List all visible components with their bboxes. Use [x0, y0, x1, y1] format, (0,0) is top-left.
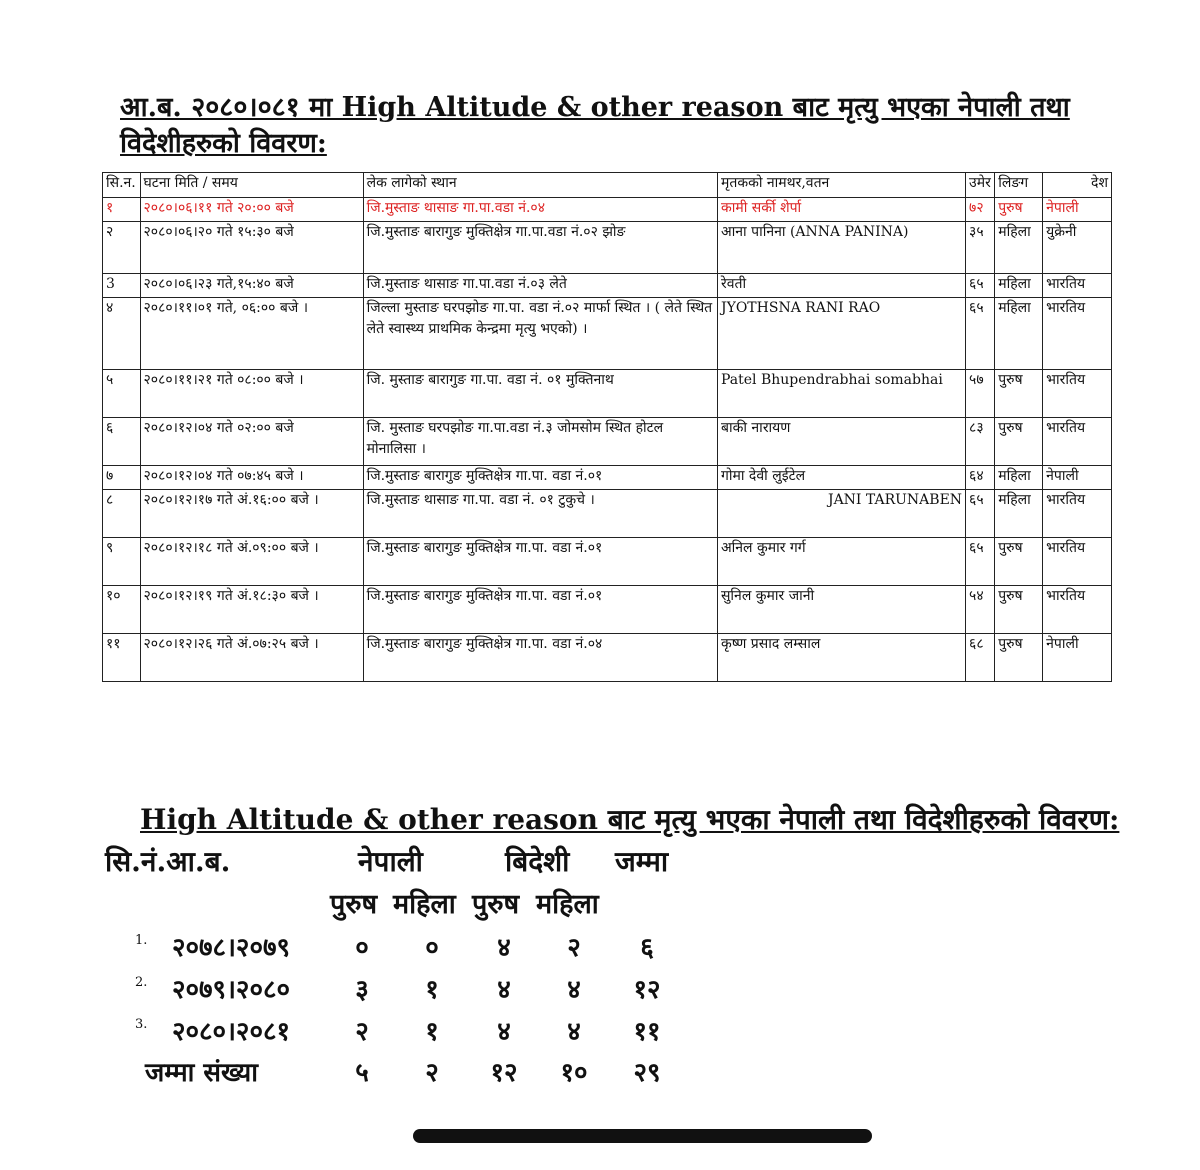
row-place: जि.मुस्ताङ बारागुङ मुक्तिक्षेत्र गा.पा. वडा नं.०१ — [363, 538, 717, 586]
summary-row-foreign-male: ४ — [497, 975, 511, 1005]
row-gender: महिला — [995, 222, 1043, 274]
row-name: सुनिल कुमार जानी — [717, 586, 965, 634]
row-age: ६४ — [966, 466, 995, 490]
row-sn: ६ — [103, 418, 141, 466]
header-datetime: घटना मिति / समय — [140, 173, 363, 198]
row-sn: ९ — [103, 538, 141, 586]
summary-total-foreign-male: १२ — [490, 1058, 518, 1088]
summary-row-foreign-female: ४ — [567, 1017, 581, 1047]
row-datetime: २०८०।०६।११ गते २०:०० बजे — [140, 198, 363, 222]
row-datetime: २०८०।१२।२६ गते अं.०७:२५ बजे । — [140, 634, 363, 682]
deaths-table — [102, 172, 1112, 682]
header-country: देश — [1043, 173, 1112, 198]
row-gender: महिला — [995, 466, 1043, 490]
row-age: ६५ — [966, 538, 995, 586]
deaths-table-header-row — [103, 173, 1112, 198]
summary-row-number: 3. — [135, 1017, 148, 1032]
deaths-table-row — [103, 222, 1112, 274]
summary-total-foreign-female: १० — [560, 1058, 588, 1088]
row-place: जि.मुस्ताङ बारागुङ मुक्तिक्षेत्र गा.पा. वडा नं.०१ — [363, 586, 717, 634]
summary-total-nepali-male: ५ — [355, 1058, 369, 1088]
row-place: जि.मुस्ताङ बारागुङ मुक्तिक्षेत्र गा.पा. वडा नं.०४ — [363, 634, 717, 682]
deaths-table-row — [103, 586, 1112, 634]
row-name: JANI TARUNABEN — [717, 490, 965, 538]
deaths-table-row — [103, 634, 1112, 682]
row-country: नेपाली — [1043, 466, 1112, 490]
row-gender: महिला — [995, 274, 1043, 298]
row-country: युक्रेनी — [1043, 222, 1112, 274]
row-country: भारतिय — [1043, 298, 1112, 370]
header-sn: सि.न. — [103, 173, 141, 198]
row-place: जि. मुस्ताङ बारागुङ गा.पा. वडा नं. ०१ मुक्तिनाथ — [363, 370, 717, 418]
row-place: जि.मुस्ताङ थासाङ गा.पा. वडा नं. ०१ टुकुचे । — [363, 490, 717, 538]
deaths-table-row — [103, 538, 1112, 586]
summary-row-nepali-male: ० — [355, 933, 369, 963]
row-age: ६५ — [966, 298, 995, 370]
deaths-table-row — [103, 198, 1112, 222]
document-title — [120, 90, 1130, 162]
row-place: जि.मुस्ताङ थासाङ गा.पा.वडा नं.०४ — [363, 198, 717, 222]
summary-total-label: जम्मा संख्या — [145, 1058, 258, 1088]
row-age: ७२ — [966, 198, 995, 222]
summary-total-nepali-female: २ — [425, 1058, 439, 1088]
summary-row-number: 2. — [135, 975, 148, 990]
deaths-table-row — [103, 466, 1112, 490]
summary-row-nepali-male: २ — [355, 1017, 369, 1047]
summary-row-nepali-female: ० — [425, 933, 439, 963]
row-place: जि. मुस्ताङ घरपझोङ गा.पा.वडा नं.३ जोमसोम स्थित होटल मोनालिसा । — [363, 418, 717, 466]
summary-header-total: जम्मा — [615, 845, 669, 878]
row-sn: ५ — [103, 370, 141, 418]
row-name: रेवती — [717, 274, 965, 298]
header-name: मृतकको नामथर,वतन — [717, 173, 965, 198]
summary-row-nepali-male: ३ — [355, 975, 369, 1005]
row-place: जि.मुस्ताङ थासाङ गा.पा.वडा नं.०३ लेते — [363, 274, 717, 298]
summary-row-foreign-female: २ — [567, 933, 581, 963]
summary-row-fiscal-year: २०७९।२०८० — [172, 975, 291, 1005]
row-name: अनिल कुमार गर्ग — [717, 538, 965, 586]
row-name: Patel Bhupendrabhai somabhai — [717, 370, 965, 418]
deaths-table-row — [103, 370, 1112, 418]
row-name: कृष्ण प्रसाद लम्साल — [717, 634, 965, 682]
row-sn: ११ — [103, 634, 141, 682]
row-gender: पुरुष — [995, 418, 1043, 466]
summary-row-total: ११ — [633, 1017, 661, 1047]
row-age: ३५ — [966, 222, 995, 274]
row-datetime: २०८०।०६।२३ गते,१५:४० बजे — [140, 274, 363, 298]
summary-subheader-nepali-male: पुरुष — [330, 889, 378, 920]
row-age: ६५ — [966, 490, 995, 538]
row-age: ६८ — [966, 634, 995, 682]
summary-subheader-foreign-female: महिला — [536, 889, 599, 920]
row-country: भारतिय — [1043, 538, 1112, 586]
row-name: कामी सर्की शेर्पा — [717, 198, 965, 222]
summary-subheader-foreign-male: पुरुष — [472, 889, 520, 920]
row-datetime: २०८०।०६।२० गते १५:३० बजे — [140, 222, 363, 274]
row-name: बाकी नारायण — [717, 418, 965, 466]
summary-header-foreign: बिदेशी — [505, 845, 570, 878]
home-indicator-bar[interactable] — [413, 1129, 872, 1143]
row-country: भारतिय — [1043, 370, 1112, 418]
header-age: उमेर — [966, 173, 995, 198]
row-sn: 3 — [103, 274, 141, 298]
summary-subheader-nepali-female: महिला — [393, 889, 456, 920]
document-title-line-1: आ.ब. २०८०।०८१ मा High Altitude & other reason बाट मृत्यु भएका नेपाली तथा — [120, 92, 1070, 123]
summary-row-foreign-male: ४ — [497, 933, 511, 963]
row-place: जि.मुस्ताङ बारागुङ मुक्तिक्षेत्र गा.पा.वडा नं.०२ झोङ — [363, 222, 717, 274]
row-gender: पुरुष — [995, 538, 1043, 586]
summary-row-number: 1. — [135, 933, 148, 948]
row-country: भारतिय — [1043, 274, 1112, 298]
row-place: जि.मुस्ताङ बारागुङ मुक्तिक्षेत्र गा.पा. वडा नं.०१ — [363, 466, 717, 490]
row-place: जिल्ला मुस्ताङ घरपझोङ गा.पा. वडा नं.०२ मार्फा स्थित । ( लेते स्थित लेते स्वास्थ्य प्राथमिक केन्द्रमा मृत्यु भएको) । — [363, 298, 717, 370]
row-name: गोमा देवी लुईटेल — [717, 466, 965, 490]
row-gender: पुरुष — [995, 370, 1043, 418]
row-age: ५७ — [966, 370, 995, 418]
row-gender: महिला — [995, 298, 1043, 370]
row-gender: महिला — [995, 490, 1043, 538]
row-datetime: २०८०।११।२१ गते ०८:०० बजे । — [140, 370, 363, 418]
row-datetime: २०८०।११।०१ गते, ०६:०० बजे । — [140, 298, 363, 370]
summary-row-foreign-male: ४ — [497, 1017, 511, 1047]
deaths-table-row — [103, 274, 1112, 298]
summary-title: High Altitude & other reason बाट मृत्यु भएका नेपाली तथा विदेशीहरुको विवरण: — [140, 803, 1120, 836]
deaths-table-row — [103, 418, 1112, 466]
summary-total-grand: २९ — [633, 1058, 661, 1088]
row-sn: १० — [103, 586, 141, 634]
row-gender: पुरुष — [995, 198, 1043, 222]
row-country: नेपाली — [1043, 198, 1112, 222]
row-name: आना पानिना (ANNA PANINA) — [717, 222, 965, 274]
summary-header-nepali: नेपाली — [358, 845, 423, 878]
summary-row-nepali-female: १ — [425, 1017, 439, 1047]
row-country: भारतिय — [1043, 490, 1112, 538]
row-age: ६५ — [966, 274, 995, 298]
deaths-table-row — [103, 298, 1112, 370]
row-datetime: २०८०।१२।०४ गते ०२:०० बजे — [140, 418, 363, 466]
row-country: भारतिय — [1043, 586, 1112, 634]
summary-header-sn-fy: सि.नं.आ.ब. — [105, 845, 231, 878]
row-sn: १ — [103, 198, 141, 222]
row-country: भारतिय — [1043, 418, 1112, 466]
deaths-table-row — [103, 490, 1112, 538]
row-sn: ७ — [103, 466, 141, 490]
row-datetime: २०८०।१२।१९ गते अं.१८:३० बजे । — [140, 586, 363, 634]
header-gender: लिङग — [995, 173, 1043, 198]
row-gender: पुरुष — [995, 586, 1043, 634]
summary-row-total: १२ — [633, 975, 661, 1005]
row-datetime: २०८०।१२।१८ गते अं.०९:०० बजे । — [140, 538, 363, 586]
row-age: ८३ — [966, 418, 995, 466]
row-gender: पुरुष — [995, 634, 1043, 682]
document-title-line-2: विदेशीहरुको विवरण: — [120, 128, 327, 159]
summary-row-fiscal-year: २०७८।२०७९ — [172, 933, 291, 963]
header-place: लेक लागेको स्थान — [363, 173, 717, 198]
row-age: ५४ — [966, 586, 995, 634]
row-datetime: २०८०।१२।१७ गते अं.१६:०० बजे । — [140, 490, 363, 538]
summary-row-foreign-female: ४ — [567, 975, 581, 1005]
summary-row-nepali-female: १ — [425, 975, 439, 1005]
row-sn: ८ — [103, 490, 141, 538]
row-country: नेपाली — [1043, 634, 1112, 682]
row-name: JYOTHSNA RANI RAO — [717, 298, 965, 370]
summary-row-total: ६ — [640, 933, 654, 963]
summary-row-fiscal-year: २०८०।२०८१ — [172, 1017, 291, 1047]
row-datetime: २०८०।१२।०४ गते ०७:४५ बजे । — [140, 466, 363, 490]
row-sn: २ — [103, 222, 141, 274]
row-sn: ४ — [103, 298, 141, 370]
